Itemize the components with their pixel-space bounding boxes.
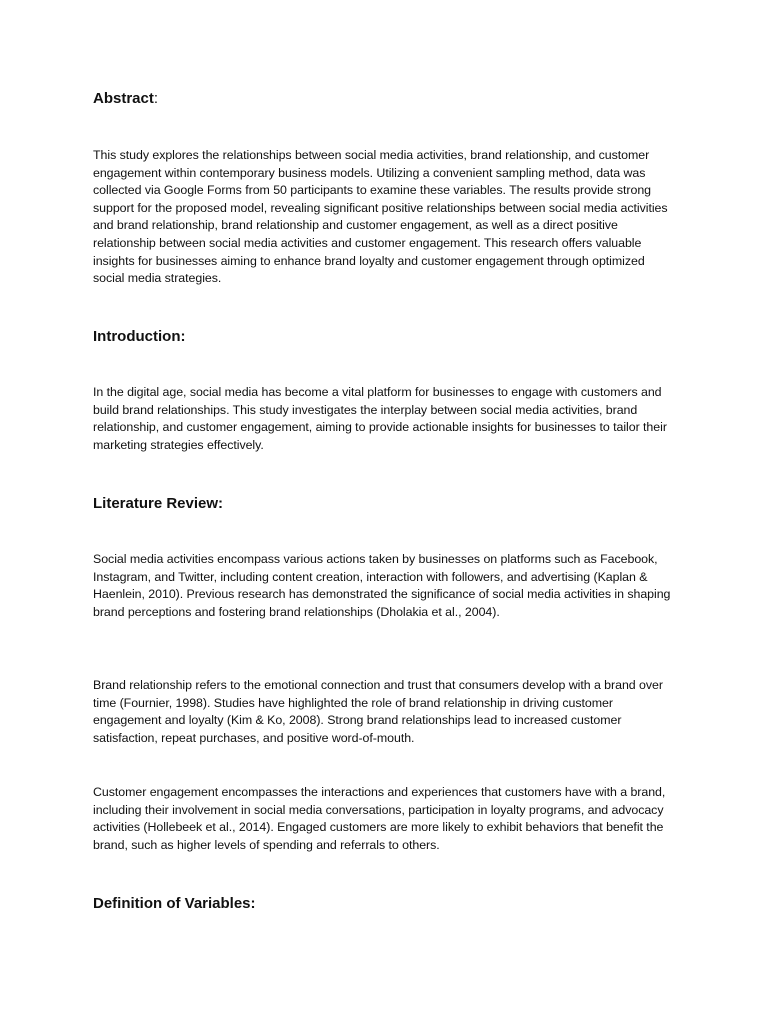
literature-review-paragraph-2: Brand relationship refers to the emotional connection and trust that consumers develop with a brand over time (Fournier, 1998). Studies have highlighted the role of brand relationship in driving customer engagement and loyalty (Kim & Ko, 2008). Strong brand relationships lead to increased customer satisfaction, repeat purchases, and positive word-of-mouth. <box>93 678 663 745</box>
abstract-heading <box>93 89 158 109</box>
introduction-paragraph: In the digital age, social media has become a vital platform for businesses to engage with customers and build brand relationships. This study investigates the interplay between social media activities, brand relationship, and customer engagement, aiming to provide actionable insights for businesses to tailor their marketing strategies effectively. <box>93 385 667 452</box>
introduction-heading: Introduction: <box>93 328 186 345</box>
literature-review-heading: Literature Review: <box>93 495 224 512</box>
literature-review-paragraph-1: Social media activities encompass various actions taken by businesses on platforms such as Facebook, Instagram, and Twitter, including content creation, interaction with followers, and advertising (Kaplan & Haenlein, 2010). Previous research has demonstrated the significance of social media activities in shaping brand perceptions and fostering brand relationships (Dholakia et al., 2004). <box>93 552 671 619</box>
literature-review-paragraph-3: Customer engagement encompasses the interactions and experiences that customers have with a brand, including their involvement in social media conversations, participation in loyalty programs, and advocacy activities (Hollebeek et al., 2014). Engaged customers are more likely to exhibit behaviors that benefit the brand, such as higher levels of spending and referrals to others. <box>93 785 666 852</box>
abstract-heading-text: Abstract <box>93 90 154 107</box>
abstract-paragraph: This study explores the relationships between social media activities, brand relationship, and customer engagement within contemporary business models. Utilizing a convenient sampling method, data was collected via Google Forms from 50 participants to examine these variables. The results provide strong support for the proposed model, revealing significant positive relationships between social media activities and brand relationship, brand relationship and customer engagement, as well as a direct positive relationship between social media activities and customer engagement. This research offers valuable insights for businesses aiming to enhance brand loyalty and customer engagement through optimized social media strategies. <box>93 148 668 286</box>
definition-of-variables-heading: Definition of Variables: <box>93 895 256 912</box>
abstract-heading-colon: : <box>153 90 159 107</box>
